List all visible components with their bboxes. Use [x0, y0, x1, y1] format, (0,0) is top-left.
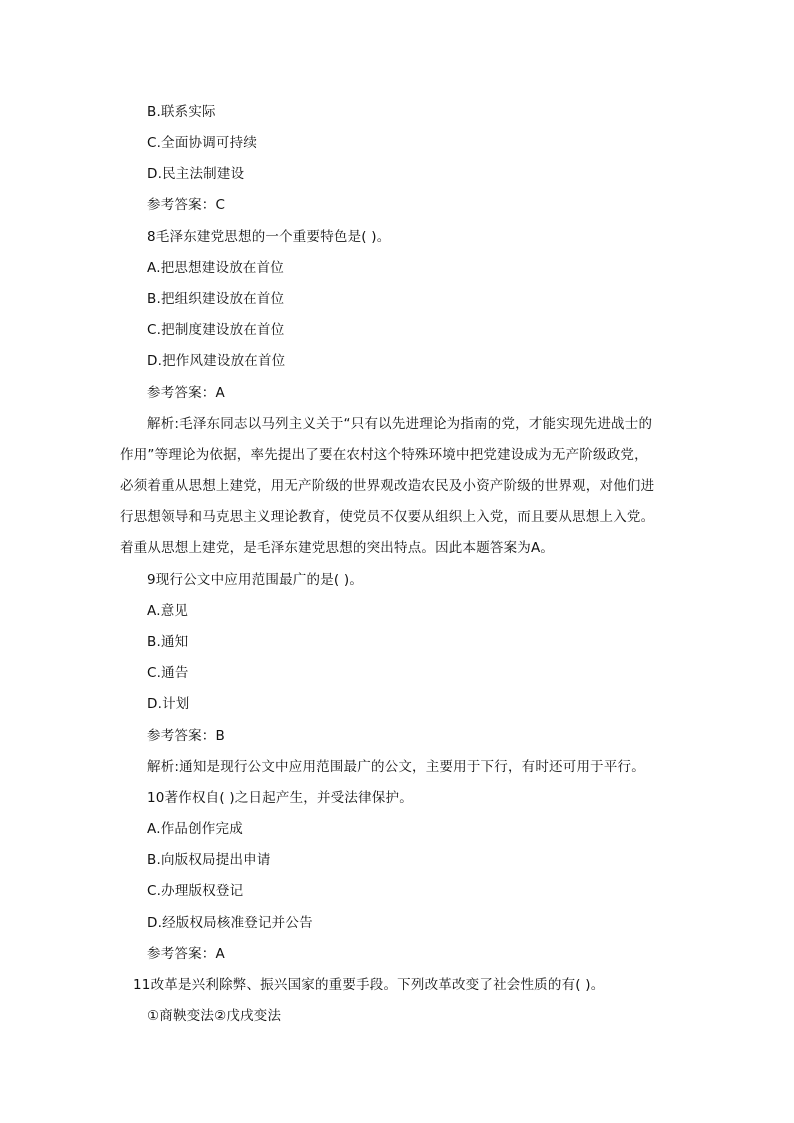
q10-answer: 参考答案：A [147, 946, 225, 962]
q9-option-d: D.计划 [147, 696, 190, 712]
q8-option-c: C.把制度建设放在首位 [147, 322, 285, 338]
q9-option-c: C.通告 [147, 665, 189, 681]
q9-option-b: B.通知 [147, 634, 189, 650]
q9-answer: 参考答案：B [147, 728, 225, 744]
q8-analysis-line: 必须着重从思想上建党，用无产阶级的世界观改造农民及小资产阶级的世界观，对他们进 [120, 478, 655, 494]
q9-stem: 9现行公文中应用范围最广的是( )。 [147, 572, 364, 588]
q7-option-d: D.民主法制建设 [147, 166, 245, 182]
q10-option-a: A.作品创作完成 [147, 821, 243, 837]
q8-answer: 参考答案：A [147, 385, 225, 401]
q10-option-c: C.办理版权登记 [147, 883, 244, 899]
q8-option-b: B.把组织建设放在首位 [147, 291, 285, 307]
q10-stem: 10著作权自( )之日起产生，并受法律保护。 [147, 790, 413, 806]
q8-option-d: D.把作风建设放在首位 [147, 353, 286, 369]
q9-option-a: A.意见 [147, 603, 189, 619]
q9-analysis: 解析:通知是现行公文中应用范围最广的公文，主要用于下行，有时还可用于平行。 [147, 759, 645, 775]
q7-option-b: B.联系实际 [147, 104, 216, 120]
q8-analysis-line: 解析:毛泽东同志以马列主义关于“只有以先进理论为指南的党，才能实现先进战士的 [147, 416, 653, 432]
q7-option-c: C.全面协调可持续 [147, 135, 258, 151]
q11-items: ①商鞅变法②戊戌变法 [147, 1008, 282, 1024]
q8-analysis-line: 作用”等理论为依据，率先提出了要在农村这个特殊环境中把党建设成为无产阶级政党， [120, 447, 648, 463]
q7-answer: 参考答案：C [147, 197, 226, 213]
q8-analysis-line: 行思想领导和马克思主义理论教育，使党员不仅要从组织上入党，而且要从思想上入党。 [120, 509, 655, 525]
q11-stem: 11改革是兴利除弊、振兴国家的重要手段。下列改革改变了社会性质的有( )。 [133, 977, 605, 993]
q10-option-b: B.向版权局提出申请 [147, 852, 271, 868]
q8-stem: 8毛泽东建党思想的一个重要特色是( )。 [147, 229, 391, 245]
q10-option-d: D.经版权局核准登记并公告 [147, 915, 313, 931]
q8-analysis-line: 着重从思想上建党，是毛泽东建党思想的突出特点。因此本题答案为A。 [120, 540, 555, 556]
q8-option-a: A.把思想建设放在首位 [147, 260, 284, 276]
